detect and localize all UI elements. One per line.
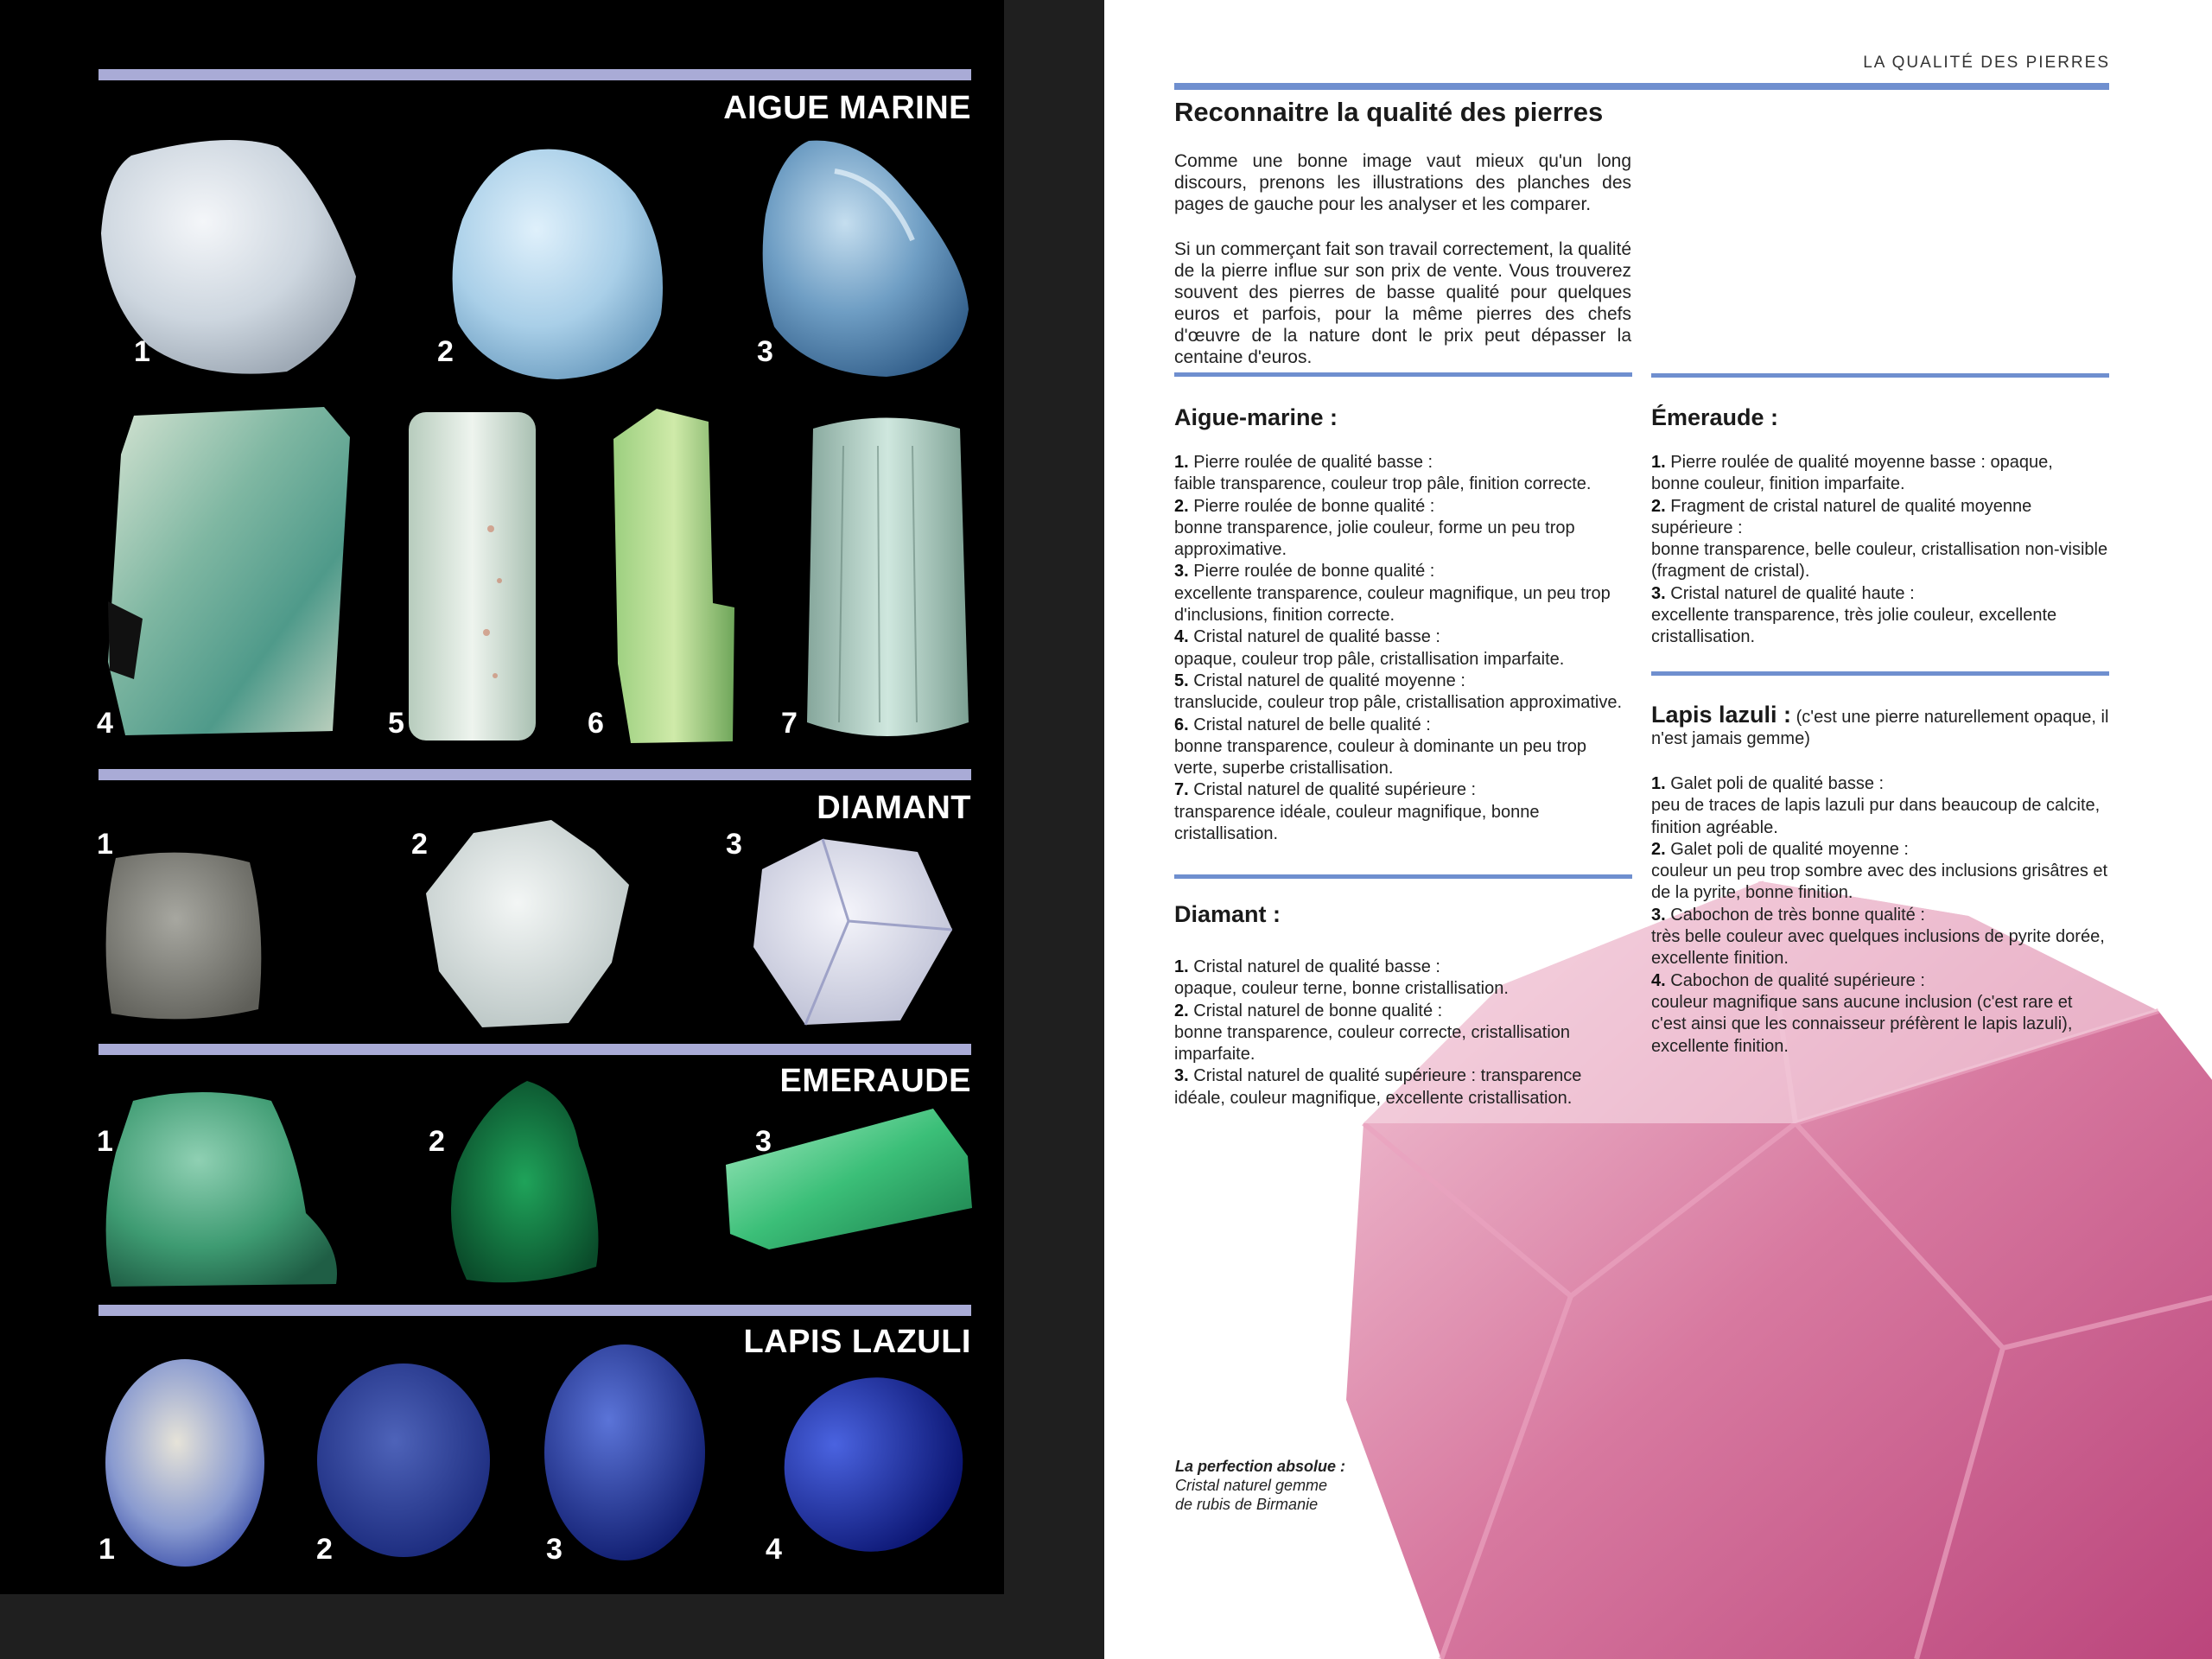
aquamarine-stone-2 <box>445 142 670 382</box>
emerald-stone-1 <box>99 1084 342 1289</box>
top-rule <box>1174 83 2109 90</box>
list-item: 2. Fragment de cristal naturel de qualité moyenne supérieure : bonne transparence, belle couleur, cristallisation non-visible (fragment de cristal). <box>1651 496 2108 582</box>
lapis-note: (c'est une pierre naturellement opaque, il n'est jamais gemme) <box>1651 708 2109 748</box>
intro-paragraph-1: Comme une bonne image vaut mieux qu'un long discours, prenons les illustrations des planches des pages de gauche pour les analyser et les comparer. <box>1174 151 1631 214</box>
list-item: 1. Pierre roulée de qualité basse : faible transparence, couleur trop pâle, finition correcte. <box>1174 453 1592 494</box>
item-number: 3 <box>546 1533 563 1566</box>
item-number: 2 <box>429 1125 445 1158</box>
list-item: 6. Cristal naturel de belle qualité : bonne transparence, couleur à dominante un peu trop verte, superbe cristallisation. <box>1174 715 1587 779</box>
item-number: 3 <box>726 828 742 861</box>
list-item: 4. Cabochon de qualité supérieure : couleur magnifique sans aucune inclusion (c'est rare et c'est ainsi que les connaisseur préfèrent le lapis lazuli), excellente finition. <box>1651 970 2073 1056</box>
aquamarine-crystal-4 <box>99 403 353 740</box>
list-item: 1. Galet poli de qualité basse : peu de traces de lapis lazuli pur dans beaucoup de calcite, finition agréable. <box>1651 774 2101 837</box>
item-number: 1 <box>97 1125 113 1158</box>
list-item: 7. Cristal naturel de qualité supérieure : transparence idéale, couleur magnifique, bonne cristallisation. <box>1174 780 1540 844</box>
list-item: 3. Pierre roulée de bonne qualité : excellente transparence, couleur magnifique, un peu trop d'inclusions, finition correcte. <box>1174 562 1611 626</box>
aquamarine-crystal-5 <box>404 408 540 745</box>
lapis-cabochon-3 <box>541 1341 709 1564</box>
subheading-emeraude: Émeraude : <box>1651 404 1779 430</box>
column-rule <box>1651 671 2109 676</box>
right-page-text <box>1104 0 2212 1659</box>
list-item: 1. Pierre roulée de qualité moyenne basse : opaque, bonne couleur, finition imparfaite. <box>1651 453 2053 494</box>
image-caption <box>1175 1457 1345 1514</box>
item-number: 1 <box>97 828 113 861</box>
running-head: LA QUALITÉ DES PIERRES <box>1863 54 2110 72</box>
lapis-pebble-2 <box>313 1358 494 1562</box>
list-item: 2. Galet poli de qualité moyenne : couleur un peu trop sombre avec des inclusions grisâtres et de la pyrite, bonne finition. <box>1651 839 2108 903</box>
diamond-rough-1 <box>99 845 265 1027</box>
aigue-marine-list <box>1174 452 1634 845</box>
list-item: 3. Cristal naturel de qualité haute : excellente transparence, très jolie couleur, excellente cristallisation. <box>1651 583 2057 647</box>
caption-line: de rubis de Birmanie <box>1175 1496 1319 1513</box>
subheading-aigue-marine: Aigue-marine : <box>1174 404 1338 430</box>
emeraude-list <box>1651 452 2111 649</box>
aquamarine-crystal-6 <box>605 404 738 747</box>
page-heading: Reconnaitre la qualité des pierres <box>1174 97 1604 127</box>
list-item: 2. Cristal naturel de bonne qualité : bonne transparence, couleur correcte, cristallisation imparfaite. <box>1174 1001 1571 1065</box>
caption-title: La perfection absolue : <box>1175 1458 1346 1475</box>
section-title-aigue-marine: AIGUE MARINE <box>723 90 971 126</box>
subheading-diamant: Diamant : <box>1174 901 1281 927</box>
diamond-crystal-2 <box>422 816 632 1030</box>
item-number: 2 <box>411 828 428 861</box>
lapis-cabochon-4 <box>778 1372 969 1557</box>
lapis-heading-block <box>1651 704 2118 750</box>
list-item: 2. Pierre roulée de bonne qualité : bonne transparence, jolie couleur, forme un peu trop approximative. <box>1174 496 1575 560</box>
item-number: 3 <box>755 1125 772 1158</box>
item-number: 5 <box>388 707 404 740</box>
column-rule <box>1174 372 1632 377</box>
section-rule <box>99 69 971 80</box>
subheading-lapis-lazuli: Lapis lazuli : <box>1651 702 1792 728</box>
list-item: 1. Cristal naturel de qualité basse : opaque, couleur terne, bonne cristallisation. <box>1174 957 1509 999</box>
emerald-fragment-2 <box>441 1077 605 1289</box>
item-number: 4 <box>766 1533 782 1566</box>
caption-line: Cristal naturel gemme <box>1175 1477 1328 1494</box>
item-number: 3 <box>757 335 773 368</box>
column-rule <box>1651 373 2109 378</box>
item-number: 7 <box>781 707 798 740</box>
list-item: 3. Cristal naturel de qualité supérieure : transparence idéale, couleur magnifique, excellente cristallisation. <box>1174 1066 1582 1108</box>
item-number: 6 <box>588 707 604 740</box>
section-rule <box>99 769 971 780</box>
diamond-crystal-3 <box>745 835 956 1028</box>
section-rule <box>99 1305 971 1316</box>
intro-paragraph-2: Si un commerçant fait son travail correctement, la qualité de la pierre influe sur son prix de vente. Vous trouverez souvent des pierres de basse qualité pour quelques euros et parfois, pour la même pierres des chefs d'œuvre de la nature dont le prix peut dépasser la centaine d'euros. <box>1174 239 1631 367</box>
lapis-pebble-1 <box>102 1355 268 1571</box>
aquamarine-stone-3 <box>757 137 971 378</box>
diamant-list <box>1174 957 1634 1109</box>
section-title-emeraude: EMERAUDE <box>779 1063 971 1099</box>
column-rule <box>1174 874 1632 879</box>
list-item: 5. Cristal naturel de qualité moyenne : translucide, couleur trop pâle, cristallisation approximative. <box>1174 671 1623 713</box>
list-item: 4. Cristal naturel de qualité basse : opaque, couleur trop pâle, cristallisation imparfaite. <box>1174 627 1565 669</box>
item-number: 1 <box>134 335 150 368</box>
section-rule <box>99 1044 971 1055</box>
item-number: 2 <box>437 335 454 368</box>
item-number: 4 <box>97 707 113 740</box>
left-page-gem-plates <box>0 0 1004 1594</box>
aquamarine-crystal-7 <box>800 411 971 745</box>
section-title-diamant: DIAMANT <box>817 790 971 826</box>
item-number: 1 <box>99 1533 115 1566</box>
list-item: 3. Cabochon de très bonne qualité : très belle couleur avec quelques inclusions de pyrite dorée, excellente finition. <box>1651 905 2105 969</box>
section-title-lapis-lazuli: LAPIS LAZULI <box>743 1324 971 1360</box>
lapis-list <box>1651 773 2111 1058</box>
item-number: 2 <box>316 1533 333 1566</box>
